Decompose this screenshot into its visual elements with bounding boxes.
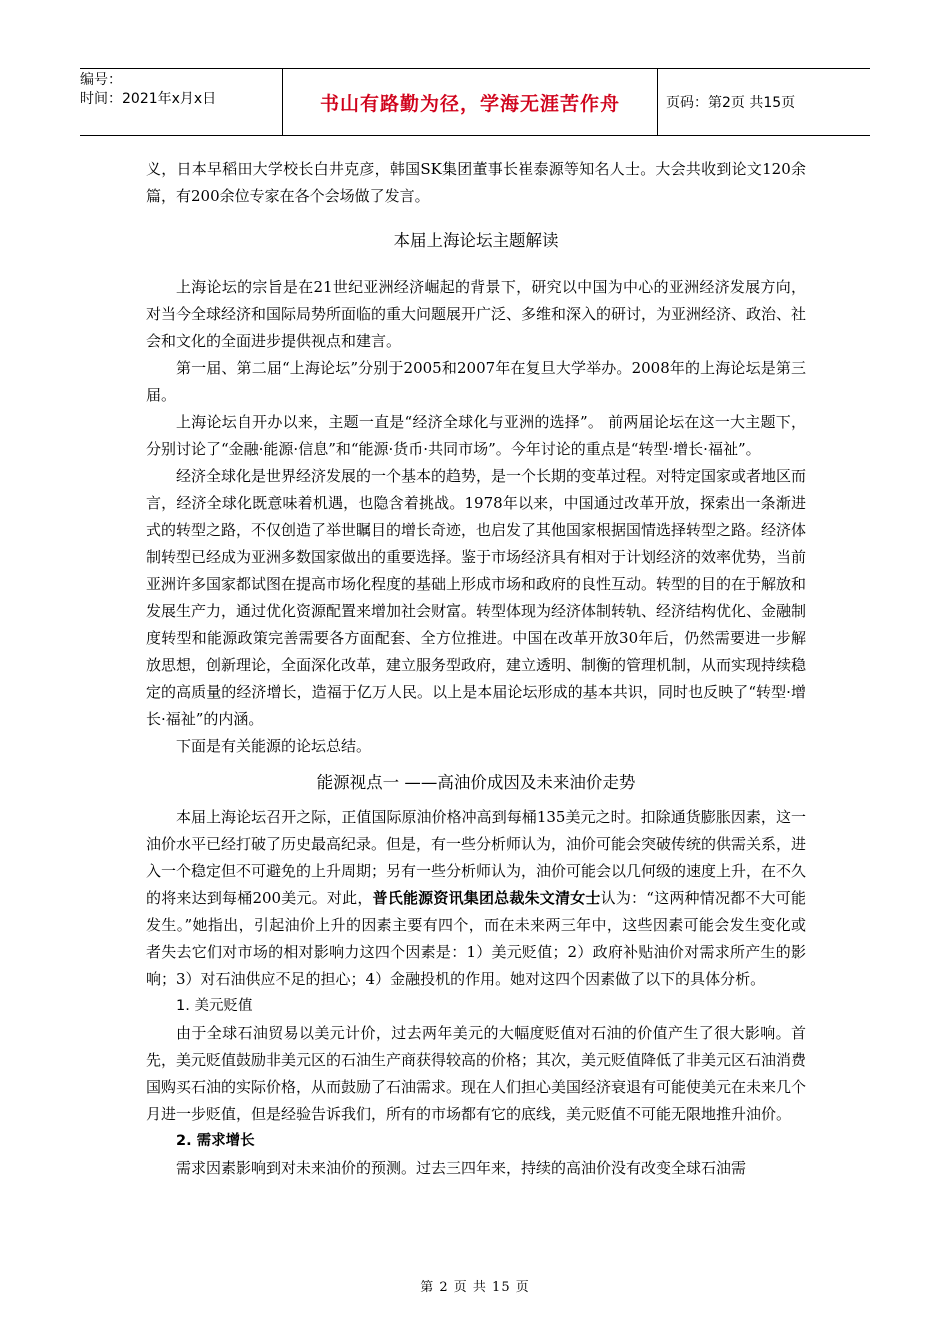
page-footer: 第 2 页 共 15 页 xyxy=(420,1280,530,1295)
header-motto: 书山有路勤为径，学海无涯苦作舟 xyxy=(282,69,658,135)
section-title-theme: 本届上海论坛主题解读 xyxy=(393,231,559,250)
speaker-name: 普氏能源资讯集团总裁朱文清女士 xyxy=(372,889,601,907)
paragraph: 下面是有关能源的论坛总结。 xyxy=(176,737,372,755)
document-body xyxy=(146,156,806,1182)
paragraph-intro: 义，日本早稻田大学校长白井克彦，韩国SK集团董事长崔泰源等知名人士。大会共收到论文120余篇，有200余位专家在各个会场做了发言。 xyxy=(146,160,806,205)
header-left-cell xyxy=(80,69,280,137)
paragraph: 上海论坛的宗旨是在21世纪亚洲经济崛起的背景下，研究以中国为中心的亚洲经济发展方向，对当今全球经济和国际局势所面临的重大问题展开广泛、多维和深入的研讨，为亚洲经济、政治、社会和文化的全面进步提供视点和建言。 xyxy=(146,278,807,350)
page-header xyxy=(80,68,870,136)
paragraph-text: 认为：“这两种情况都不大可能发生。”她指出，引起油价上升的因素主要有四个，而在未来两三年中，这些因素可能会发生变化或者失去它们对市场的相对影响力这四个因素是：1）美元贬值；2）政府补贴油价对需求所产生的影响；3）对石油供应不足的担心；4）金融投机的作用。她对这四个因素做了以下的具体分析。 xyxy=(146,889,806,988)
paragraph-text: 本届上海论坛召开之际，正值国际原油价格冲高到每桶135美元之时。扣除通货膨胀因素，这一油价水平已经打破了历史最高纪录。但是，有一些分析师认为，油价可能会突破传统的供需关系，进入一个稳定但不可避免的上升周期；另有一些分析师认为，油价可能会以几何级的速度上升，在不久的将来达到每桶200美元。对此， xyxy=(146,808,807,907)
serial-label: 编号： xyxy=(80,72,122,88)
section-title-energy: 能源视点一 ——高油价成因及未来油价走势 xyxy=(316,773,636,792)
paragraph: 上海论坛自开办以来，主题一直是“经济全球化与亚洲的选择”。 前两届论坛在这一大主题下，分别讨论了“金融·能源·信息”和“能源·货币·共同市场”。今年讨论的重点是“转型·增长·福祉”。 xyxy=(146,413,806,458)
paragraph: 第一届、第二届“上海论坛”分别于2005和2007年在复旦大学举办。2008年的上海论坛是第三届。 xyxy=(146,359,806,404)
subsection-title-demand: 2. 需求增长 xyxy=(176,1133,255,1149)
subsection-title-dollar: 1. 美元贬值 xyxy=(176,998,253,1014)
paragraph-oil-price xyxy=(146,804,806,993)
paragraph: 需求因素影响到对未来油价的预测。过去三四年来，持续的高油价没有改变全球石油需 xyxy=(176,1159,747,1177)
paragraph: 由于全球石油贸易以美元计价，过去两年美元的大幅度贬值对石油的价值产生了很大影响。首先，美元贬值鼓励非美元区的石油生产商获得较高的价格；其次，美元贬值降低了非美元区石油消费国购买石油的实际价格，从而鼓励了石油需求。现在人们担心美国经济衰退有可能使美元在未来几个月进一步贬值，但是经验告诉我们，所有的市场都有它的底线，美元贬值不可能无限地推升油价。 xyxy=(146,1024,807,1123)
paragraph: 经济全球化是世界经济发展的一个基本的趋势，是一个长期的变革过程。对特定国家或者地区而言，经济全球化既意味着机遇，也隐含着挑战。1978年以来，中国通过改革开放，探索出一条渐进式的转型之路，不仅创造了举世瞩目的增长奇迹，也启发了其他国家根据国情选择转型之路。经济体制转型已经成为亚洲多数国家做出的重要选择。鉴于市场经济具有相对于计划经济的效率优势，当前亚洲许多国家都试图在提高市场化程度的基础上形成市场和政府的良性互动。转型的目的在于解放和发展生产力，通过优化资源配置来增加社会财富。转型体现为经济体制转轨、经济结构优化、金融制度转型和能源政策完善需要各方面配套、全方位推进。中国在改革开放30年后，仍然需要进一步解放思想，创新理论，全面深化改革，建立服务型政府，建立透明、制衡的管理机制，从而实现持续稳定的高质量的经济增长，造福于亿万人民。以上是本届论坛形成的基本共识，同时也反映了“转型·增长·福祉”的内涵。 xyxy=(146,467,807,728)
header-page-label: 页码：第2页 共15页 xyxy=(666,95,796,111)
time-label: 时间：2021年x月x日 xyxy=(80,91,217,107)
